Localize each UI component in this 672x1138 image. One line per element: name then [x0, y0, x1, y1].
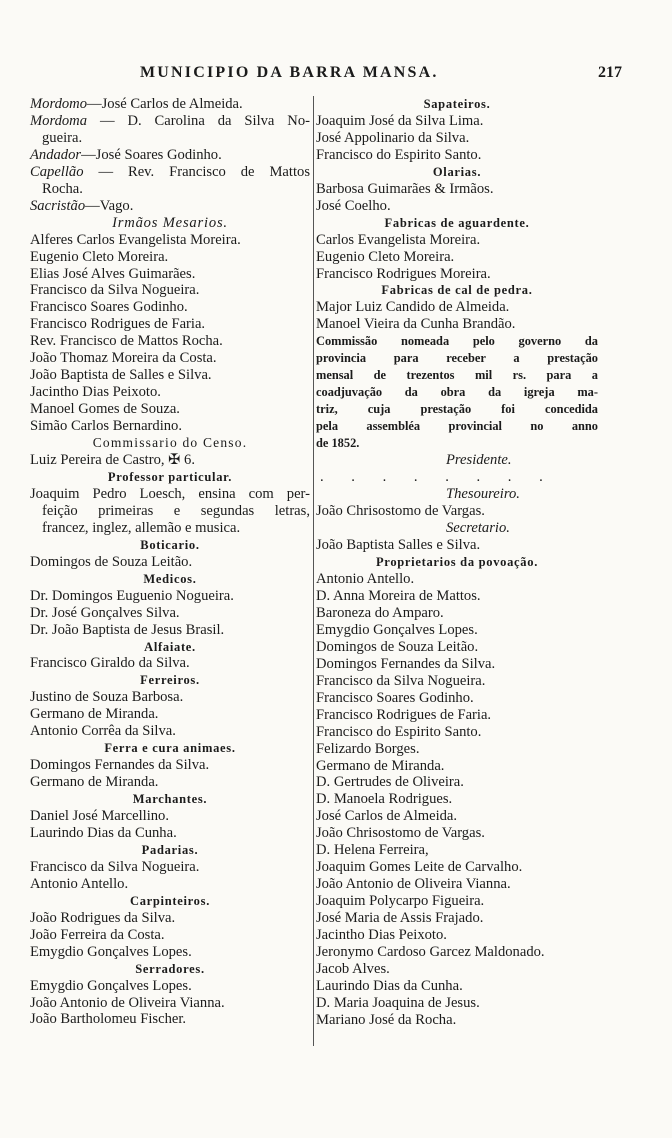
officer-name: — D. Carolina da Silva No-	[99, 112, 311, 129]
section-heading-irmaos: Irmãos Mesarios.	[112, 214, 228, 231]
list-item: João Antonio de Oliveira Vianna.	[30, 994, 225, 1011]
list-item: Jacob Alves.	[316, 960, 390, 977]
officer-name: —José Soares Godinho.	[81, 146, 222, 163]
list-item: Antonio Antello.	[316, 571, 415, 588]
section-heading-olarias: Olarias.	[432, 164, 482, 179]
list-item: João Ferreira da Costa.	[30, 926, 165, 943]
mordoma-entry	[30, 113, 310, 130]
list-item: João Chrisostomo de Vargas.	[316, 825, 485, 842]
list-item: José Coelho.	[316, 197, 391, 214]
list-item: Felizardo Borges.	[316, 740, 420, 757]
section-heading-medicos: Medicos.	[143, 571, 197, 586]
list-item: Luiz Pereira de Castro, ✠ 6.	[30, 452, 196, 469]
section-heading-cal: Fabricas de cal de pedra.	[381, 283, 533, 298]
list-item: Francisco Rodrigues de Faria.	[316, 706, 492, 723]
list-item: Francisco da Silva Nogueira.	[30, 282, 200, 299]
list-item: Joaquim Polycarpo Figueira.	[316, 893, 485, 910]
list-item: D. Manoela Rodrigues.	[316, 791, 453, 808]
list-item: Baroneza do Amparo.	[316, 604, 444, 621]
role-label: Sacristão	[30, 197, 86, 214]
section-heading-boticario: Boticario.	[140, 537, 200, 552]
list-item: João Bartholomeu Fischer.	[30, 1011, 187, 1028]
left-column	[30, 96, 310, 1028]
list-item: Dr. José Gonçalves Silva.	[30, 604, 180, 621]
commissao-line: provincia para receber a prestação	[316, 351, 598, 366]
list-item: Emygdio Gonçalves Lopes.	[30, 943, 192, 960]
capellao-entry-cont: Rocha.	[42, 180, 83, 197]
list-item: Alferes Carlos Evangelista Moreira.	[30, 231, 241, 248]
officer-name: — Rev. Francisco de Mattos	[98, 163, 310, 180]
right-column	[316, 96, 598, 1029]
list-item: Barbosa Guimarães & Irmãos.	[316, 180, 494, 197]
list-item: Justino de Souza Barbosa.	[30, 689, 184, 706]
role-label: Mordoma	[30, 112, 88, 129]
commissao-line: coadjuvação da obra da igreja ma-	[316, 385, 598, 400]
list-item: Francisco do Espirito Santo.	[316, 723, 482, 740]
list-item: Francisco Rodrigues Moreira.	[316, 265, 491, 282]
list-item: Francisco Giraldo da Silva.	[30, 655, 190, 672]
list-item: Laurindo Dias da Cunha.	[316, 977, 463, 994]
list-item: Domingos de Souza Leitão.	[30, 553, 193, 570]
mordoma-entry-cont: gueira.	[42, 129, 83, 146]
list-item: Elias José Alves Guimarães.	[30, 265, 196, 282]
secretario-name: João Baptista Salles e Silva.	[316, 537, 481, 554]
list-item: Francisco Soares Godinho.	[30, 299, 188, 316]
list-item: Francisco do Espirito Santo.	[316, 146, 482, 163]
presidente-role: Presidente.	[446, 452, 512, 469]
running-head: MUNICIPIO DA BARRA MANSA.	[140, 64, 439, 81]
list-item: Jacintho Dias Peixoto.	[30, 384, 161, 401]
list-item: Joaquim Gomes Leite de Carvalho.	[316, 859, 523, 876]
list-item: Jacintho Dias Peixoto.	[316, 927, 447, 944]
list-item: D. Maria Joaquina de Jesus.	[316, 994, 480, 1011]
section-heading-proprietarios: Proprietarios da povoação.	[375, 555, 539, 570]
section-heading-ferreiros: Ferreiros.	[140, 673, 200, 688]
commissao-line: de 1852.	[316, 436, 360, 451]
list-item: Simão Carlos Bernardino.	[30, 418, 182, 435]
mordomo-entry	[30, 96, 310, 113]
commissao-line: pela assembléa provincial no anno	[316, 419, 598, 434]
officer-name: —Vago.	[85, 197, 134, 214]
professor-line: Joaquim Pedro Loesch, ensina com per-	[30, 485, 310, 502]
list-item: Carlos Evangelista Moreira.	[316, 231, 481, 248]
section-heading-sapateiros: Sapateiros.	[423, 97, 491, 111]
list-item: Dr. João Baptista de Jesus Brasil.	[30, 621, 225, 638]
list-item: Francisco Rodrigues de Faria.	[30, 316, 206, 333]
section-heading-aguardente: Fabricas de aguardente.	[384, 215, 530, 230]
list-item: Jeronymo Cardoso Garcez Maldonado.	[316, 943, 545, 960]
list-item: Emygdio Gonçalves Lopes.	[30, 977, 192, 994]
list-item: José Appolinario da Silva.	[316, 129, 470, 146]
list-item: João Baptista de Salles e Silva.	[30, 367, 212, 384]
role-label: Capellão	[30, 163, 84, 180]
list-item: D. Helena Ferreira,	[316, 842, 429, 859]
page-header	[30, 64, 622, 88]
list-item: Francisco Soares Godinho.	[316, 689, 474, 706]
section-heading-censo: Commissario do Censo.	[92, 435, 248, 451]
commissao-line: Commissão nomeada pelo governo da	[316, 334, 598, 349]
list-item: Rev. Francisco de Mattos Rocha.	[30, 333, 223, 350]
list-item: Laurindo Dias da Cunha.	[30, 824, 177, 841]
secretario-role: Secretario.	[446, 520, 510, 537]
list-item: Joaquim José da Silva Lima.	[316, 112, 484, 129]
officer-name: —José Carlos de Almeida.	[87, 96, 243, 112]
sacristao-entry	[30, 198, 310, 215]
list-item: Francisco da Silva Nogueira.	[316, 672, 486, 689]
commissao-line: mensal de trezentos mil rs. para a	[316, 368, 598, 383]
list-item: Dr. Domingos Euguenio Nogueira.	[30, 587, 234, 604]
thesoureiro-role: Thesoureiro.	[446, 486, 520, 503]
andador-entry	[30, 147, 310, 164]
professor-line: feição primeiras e segundas letras,	[42, 502, 310, 519]
role-label: Andador	[30, 146, 82, 163]
list-item: José Carlos de Almeida.	[316, 808, 458, 825]
list-item: João Rodrigues da Silva.	[30, 909, 176, 926]
thesoureiro-name: João Chrisostomo de Vargas.	[316, 503, 485, 520]
list-item: Germano de Miranda.	[30, 706, 159, 723]
list-item: Emygdio Gonçalves Lopes.	[316, 621, 478, 638]
section-heading-marchantes: Marchantes.	[132, 792, 208, 807]
presidente-dots: . . . . . . . .	[320, 469, 555, 486]
list-item: Manoel Vieira da Cunha Brandão.	[316, 316, 516, 333]
list-item: D. Anna Moreira de Mattos.	[316, 587, 481, 604]
section-heading-padarias: Padarias.	[141, 842, 199, 857]
list-item: Domingos de Souza Leitão.	[316, 638, 479, 655]
list-item: Eugenio Cleto Moreira.	[30, 248, 169, 265]
list-item: Francisco da Silva Nogueira.	[30, 858, 200, 875]
list-item: Antonio Corrêa da Silva.	[30, 723, 176, 740]
section-heading-carpinteiros: Carpinteiros.	[129, 893, 211, 908]
professor-line: francez, inglez, allemão e musica.	[42, 519, 241, 536]
list-item: Mariano José da Rocha.	[316, 1011, 457, 1028]
section-heading-ferra: Ferra e cura animaes.	[104, 741, 236, 756]
list-item: D. Gertrudes de Oliveira.	[316, 774, 464, 791]
list-item: João Thomaz Moreira da Costa.	[30, 350, 217, 367]
capellao-entry	[30, 164, 310, 181]
role-label: Mordomo	[30, 96, 88, 112]
commissao-line: triz, cuja prestação foi concedida	[316, 402, 598, 417]
list-item: Antonio Antello.	[30, 875, 129, 892]
list-item: Major Luiz Candido de Almeida.	[316, 299, 510, 316]
list-item: Germano de Miranda.	[316, 757, 445, 774]
section-heading-professor: Professor particular.	[107, 469, 233, 484]
list-item: Eugenio Cleto Moreira.	[316, 248, 455, 265]
list-item: José Maria de Assis Frajado.	[316, 910, 484, 927]
list-item: Germano de Miranda.	[30, 774, 159, 791]
section-heading-alfaiate: Alfaiate.	[144, 639, 196, 654]
list-item: João Antonio de Oliveira Vianna.	[316, 876, 511, 893]
list-item: Manoel Gomes de Souza.	[30, 401, 180, 418]
list-item: Domingos Fernandes da Silva.	[30, 757, 210, 774]
page-number: 217	[598, 64, 622, 81]
list-item: Domingos Fernandes da Silva.	[316, 655, 496, 672]
column-divider	[313, 96, 314, 1046]
section-heading-serradores: Serradores.	[135, 961, 205, 976]
list-item: Daniel José Marcellino.	[30, 808, 170, 825]
